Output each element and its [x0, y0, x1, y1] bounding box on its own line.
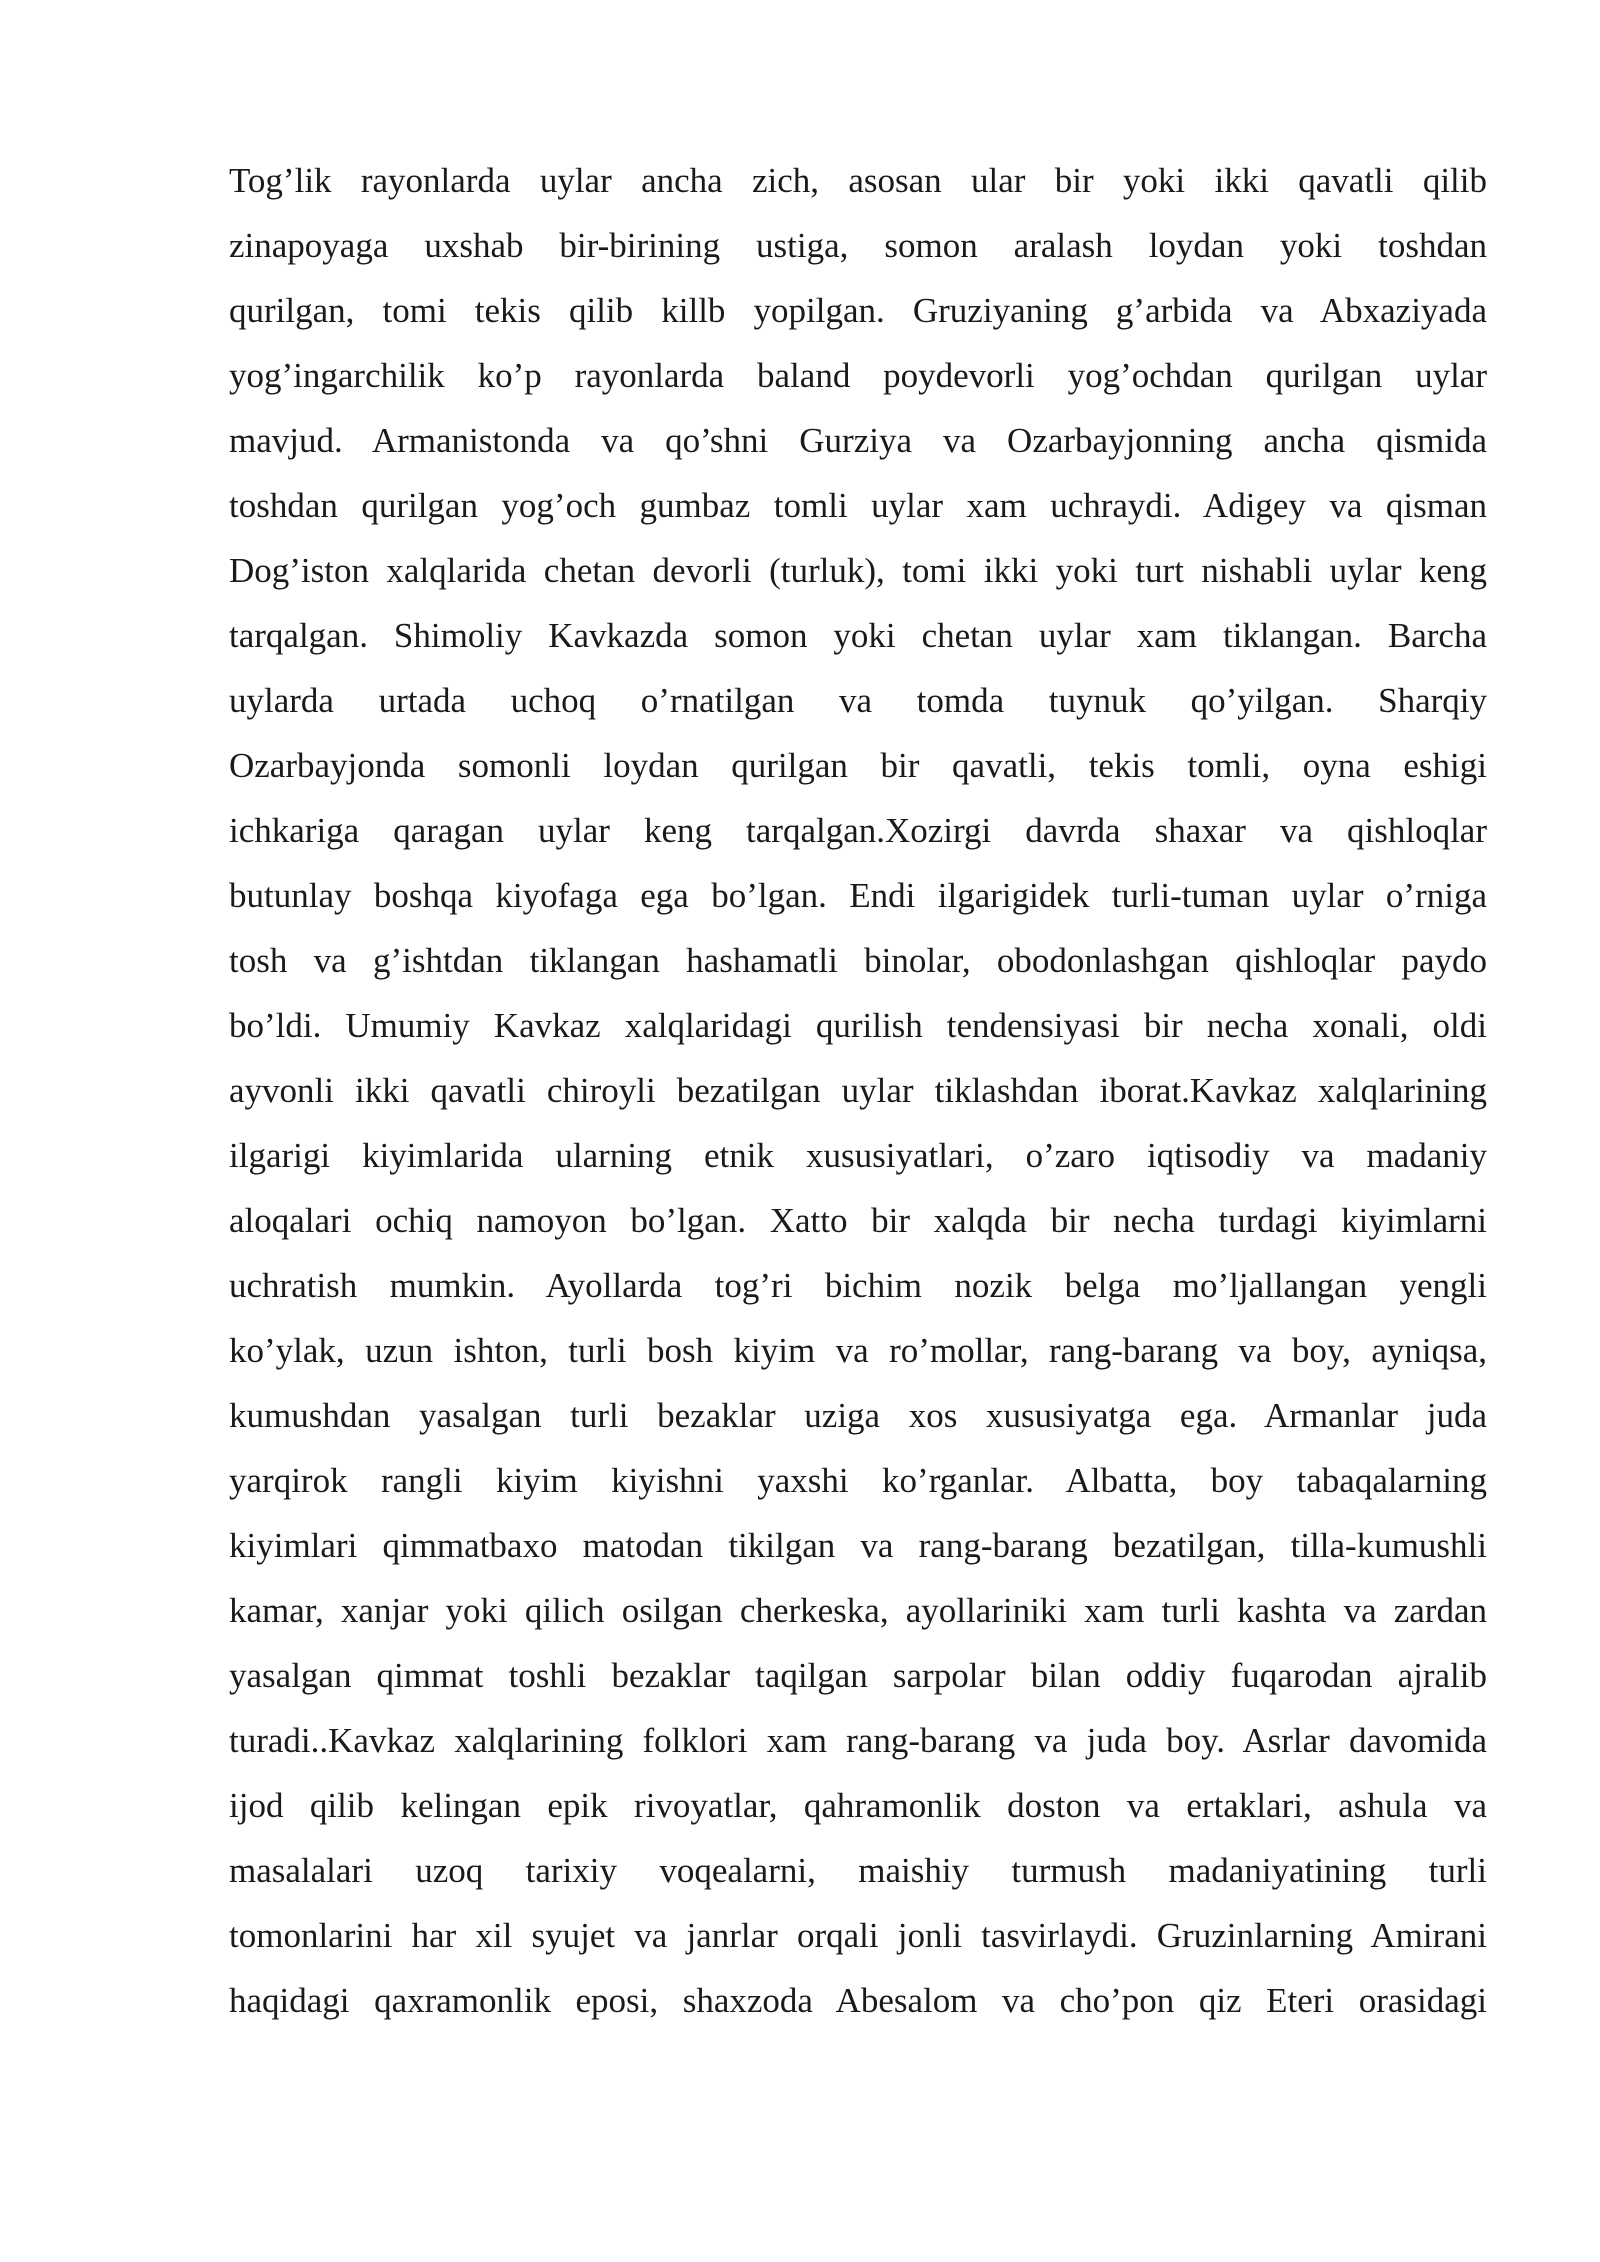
text-line: aloqalari ochiq namoyon bo’lgan. Xatto bir xalqda bir necha turdagi kiyimlarni	[229, 1201, 1487, 1240]
text-line: Dog’iston xalqlarida chetan devorli (turluk), tomi ikki yoki turt nishabli uylar keng	[229, 551, 1487, 590]
text-line: yasalgan qimmat toshli bezaklar taqilgan sarpolar bilan oddiy fuqarodan ajralib	[229, 1656, 1487, 1695]
text-line: toshdan qurilgan yog’och gumbaz tomli uylar xam uchraydi. Adigey va qisman	[229, 486, 1487, 525]
text-line: yog’ingarchilik ko’p rayonlarda baland poydevorli yog’ochdan qurilgan uylar	[229, 356, 1487, 395]
text-line: mavjud. Armanistonda va qo’shni Gurziya va Ozarbayjonning ancha qismida	[229, 421, 1487, 460]
text-line: qurilgan, tomi tekis qilib killb yopilgan. Gruziyaning g’arbida va Abxaziyada	[229, 291, 1487, 330]
body-paragraph	[229, 148, 1487, 2033]
text-line: kamar, xanjar yoki qilich osilgan cherkeska, ayollariniki xam turli kashta va zardan	[229, 1591, 1487, 1630]
text-line: ko’ylak, uzun ishton, turli bosh kiyim va ro’mollar, rang-barang va boy, ayniqsa,	[229, 1331, 1487, 1370]
text-line: ilgarigi kiyimlarida ularning etnik xususiyatlari, o’zaro iqtisodiy va madaniy	[229, 1136, 1487, 1175]
text-line: kiyimlari qimmatbaxo matodan tikilgan va rang-barang bezatilgan, tilla-kumushli	[229, 1526, 1487, 1565]
text-line: zinapoyaga uxshab bir-birining ustiga, somon aralash loydan yoki toshdan	[229, 226, 1487, 265]
text-line: kumushdan yasalgan turli bezaklar uziga xos xususiyatga ega. Armanlar juda	[229, 1396, 1487, 1435]
text-line: tomonlarini har xil syujet va janrlar orqali jonli tasvirlaydi. Gruzinlarning Amirani	[229, 1916, 1487, 1955]
text-line: ichkariga qaragan uylar keng tarqalgan.Xozirgi davrda shaxar va qishloqlar	[229, 811, 1487, 850]
text-line: Tog’lik rayonlarda uylar ancha zich, asosan ular bir yoki ikki qavatli qilib	[229, 161, 1487, 200]
text-line: butunlay boshqa kiyofaga ega bo’lgan. Endi ilgarigidek turli-tuman uylar o’rniga	[229, 876, 1487, 915]
text-line: tarqalgan. Shimoliy Kavkazda somon yoki chetan uylar xam tiklangan. Barcha	[229, 616, 1487, 655]
text-line: ijod qilib kelingan epik rivoyatlar, qahramonlik doston va ertaklari, ashula va	[229, 1786, 1487, 1825]
text-line: ayvonli ikki qavatli chiroyli bezatilgan uylar tiklashdan iborat.Kavkaz xalqlarining	[229, 1071, 1487, 1110]
text-line: Ozarbayjonda somonli loydan qurilgan bir qavatli, tekis tomli, oyna eshigi	[229, 746, 1487, 785]
text-line: haqidagi qaxramonlik eposi, shaxzoda Abesalom va cho’pon qiz Eteri orasidagi	[229, 1981, 1487, 2020]
text-line: bo’ldi. Umumiy Kavkaz xalqlaridagi qurilish tendensiyasi bir necha xonali, oldi	[229, 1006, 1487, 1045]
text-line: turadi..Kavkaz xalqlarining folklori xam rang-barang va juda boy. Asrlar davomida	[229, 1721, 1487, 1760]
text-line: uchratish mumkin. Ayollarda tog’ri bichim nozik belga mo’ljallangan yengli	[229, 1266, 1487, 1305]
text-line: tosh va g’ishtdan tiklangan hashamatli binolar, obodonlashgan qishloqlar paydo	[229, 941, 1487, 980]
text-line: uylarda urtada uchoq o’rnatilgan va tomda tuynuk qo’yilgan. Sharqiy	[229, 681, 1487, 720]
text-line: yarqirok rangli kiyim kiyishni yaxshi ko’rganlar. Albatta, boy tabaqalarning	[229, 1461, 1487, 1500]
text-line: masalalari uzoq tarixiy voqealarni, maishiy turmush madaniyatining turli	[229, 1851, 1487, 1890]
